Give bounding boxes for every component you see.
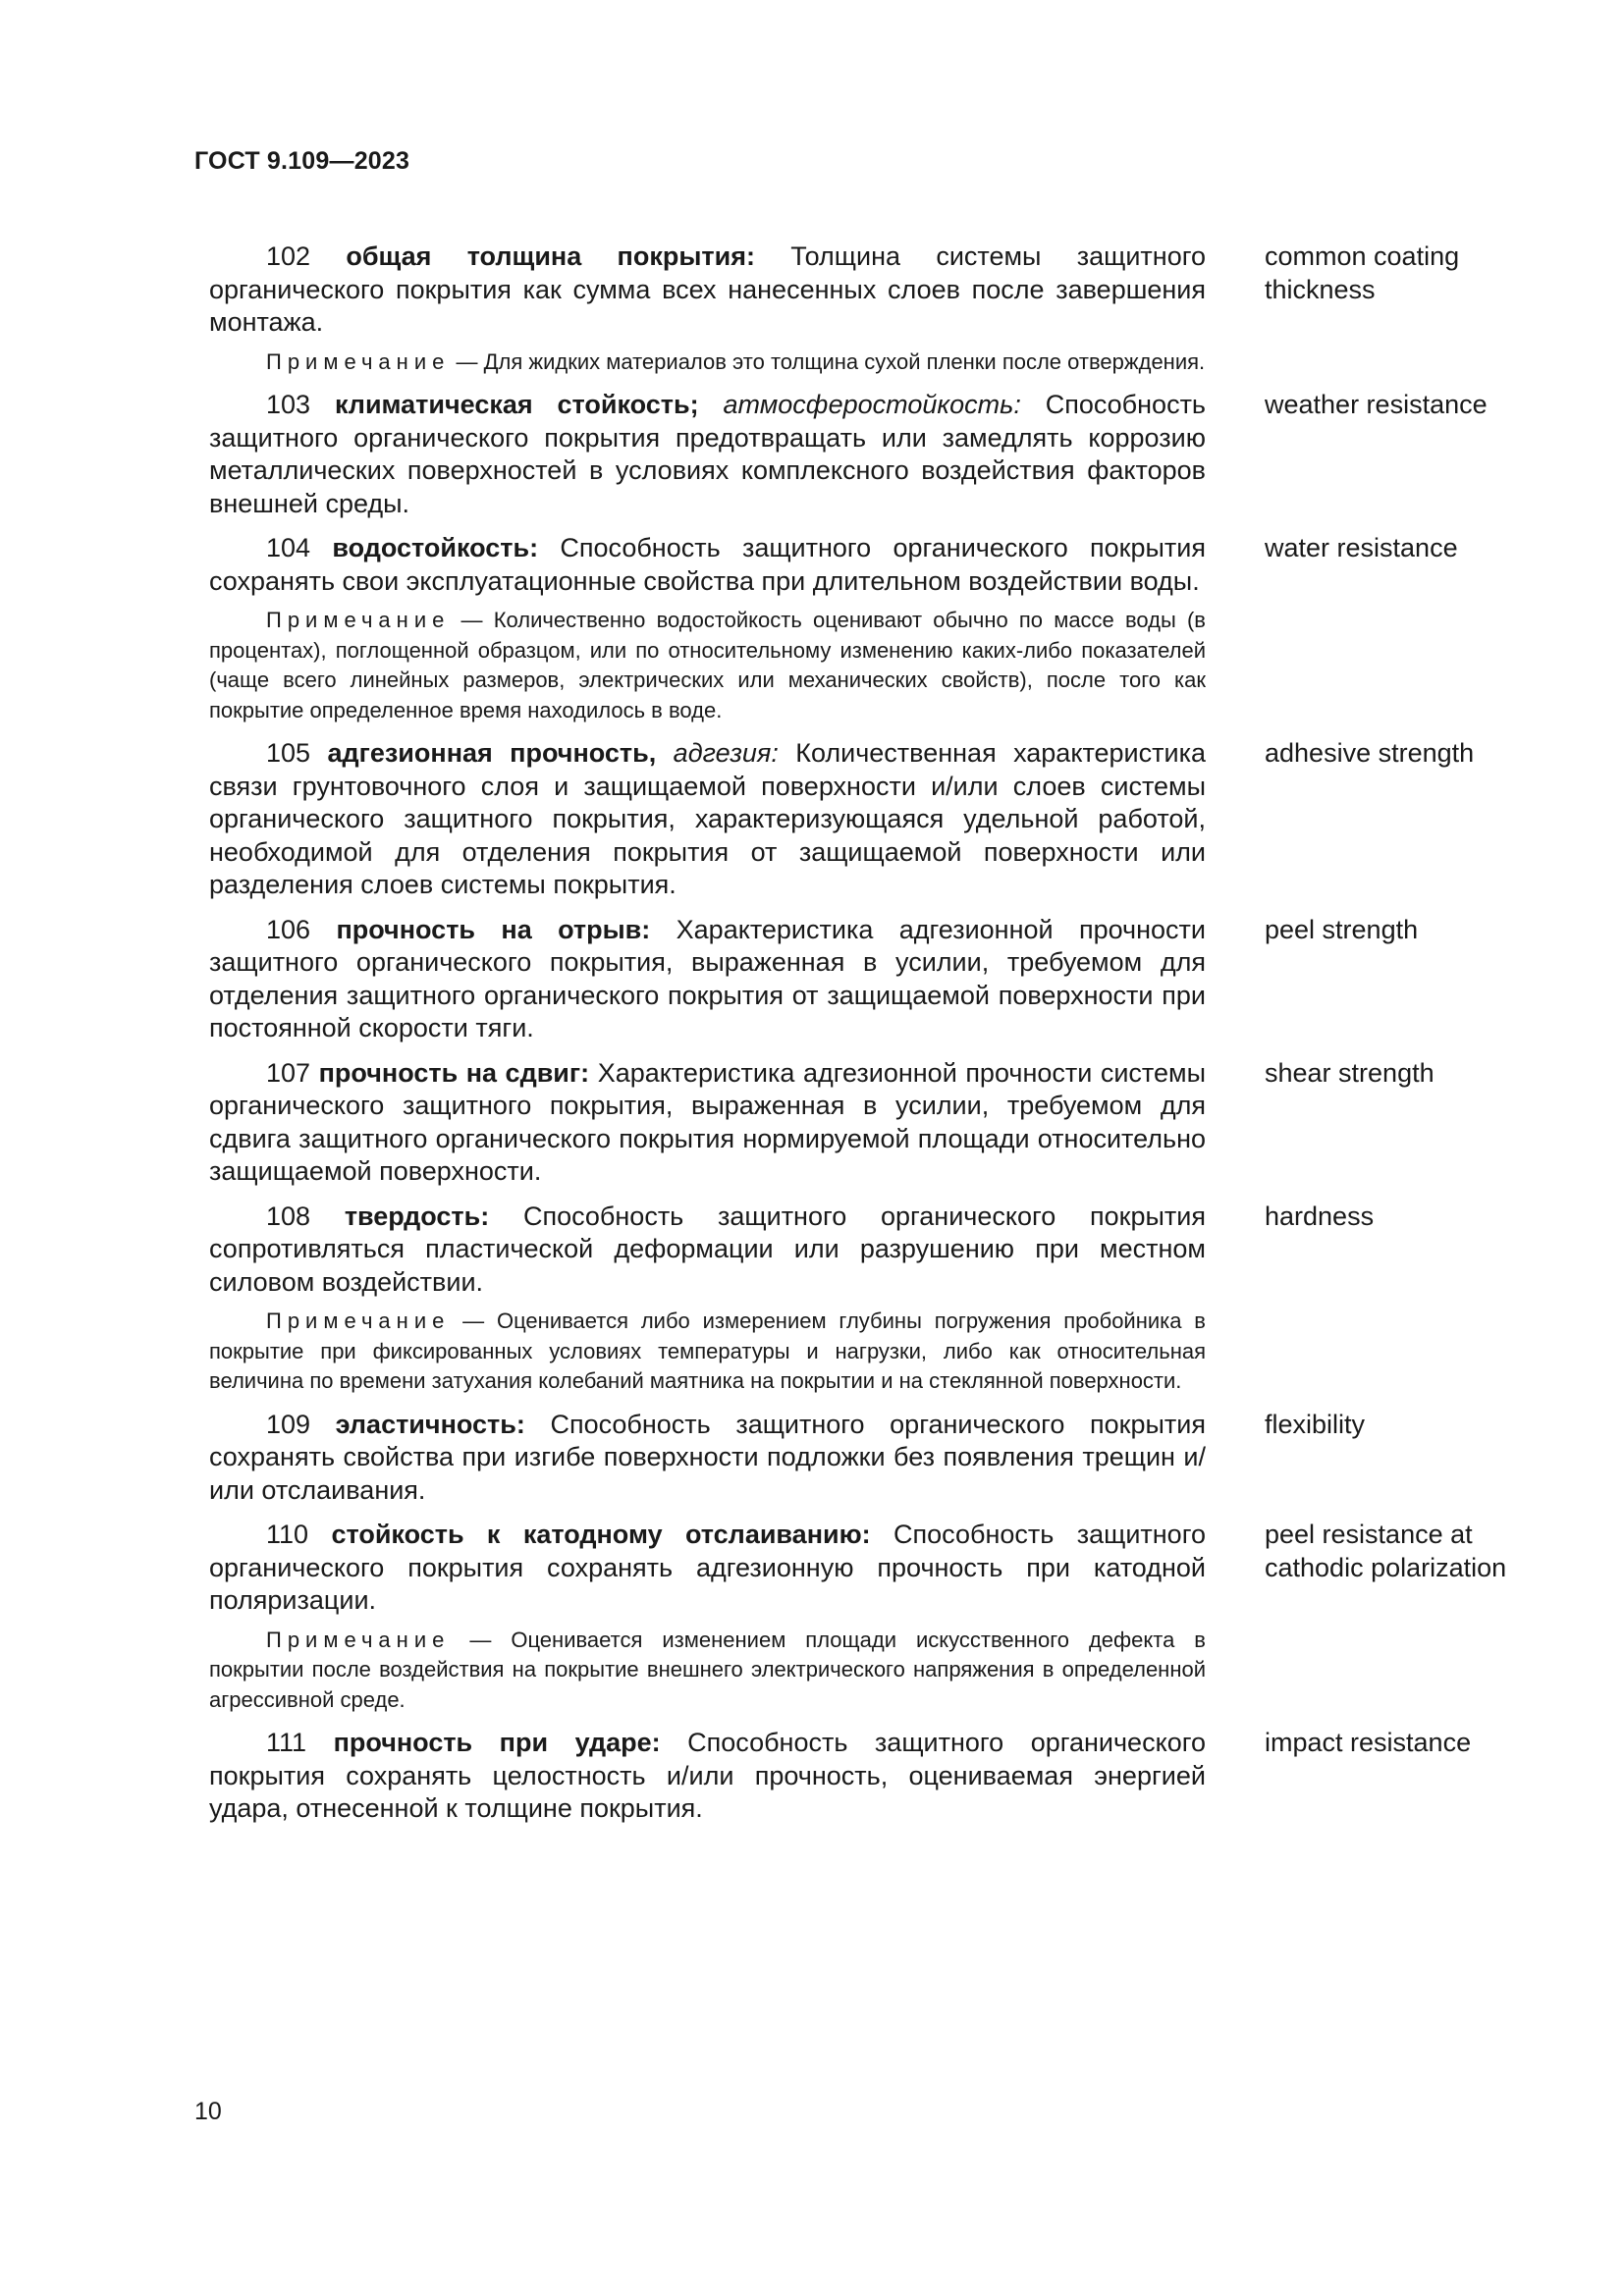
term-body xyxy=(209,914,1206,1045)
note-text: Оценивается либо измерением глубины погружения пробойника в покрытие при фиксированных условиях температуры и нагрузки, либо как относительная величина по времени затухания колебаний маятника на покрытии и на стеклянной поверхности. xyxy=(209,1308,1206,1393)
term-definition-paragraph xyxy=(209,914,1206,1045)
term-english: common coating thickness xyxy=(1265,241,1460,304)
note-dash: — xyxy=(460,608,483,632)
term-note xyxy=(209,1307,1206,1397)
term-number: 103 xyxy=(266,390,311,419)
term-definition: Способность защитного органического покрытия предотвращать или замедлять коррозию металлических поверхностей в условиях комплексного воздействия факторов внешней среды. xyxy=(209,390,1206,518)
note-text: Количественно водостойкость оценивают обычно по массе воды (в процентах), поглощенной образцом, или по относительному изменению каких-либо показателей (чаще всего линейных размеров, электрических или механических свойств), после того как покрытие определенное время находилось в воде. xyxy=(209,608,1206,722)
term-name: адгезионная прочность, xyxy=(327,738,657,768)
term-english: weather resistance xyxy=(1265,390,1488,419)
term-number: 110 xyxy=(266,1520,309,1549)
term-106 xyxy=(209,914,1515,1045)
term-103 xyxy=(209,389,1515,520)
term-definition-paragraph xyxy=(209,1519,1206,1618)
term-english: peel resistance at cathodic polarization xyxy=(1265,1520,1507,1582)
term-105 xyxy=(209,737,1515,902)
term-body xyxy=(209,532,1206,725)
note-text: Для жидких материалов это толщина сухой пленки после отверждения. xyxy=(483,348,1206,374)
term-109 xyxy=(209,1409,1515,1508)
term-body xyxy=(209,1409,1206,1508)
term-definition-paragraph xyxy=(209,1409,1206,1508)
term-number: 105 xyxy=(266,738,311,768)
note-dash: — xyxy=(456,348,478,374)
term-english: adhesive strength xyxy=(1265,738,1475,768)
term-note xyxy=(209,606,1206,725)
term-definition: Толщина системы защитного органического покрытия как сумма всех нанесенных слоев после завершения монтажа. xyxy=(209,241,1206,337)
term-definition: Способность защитного органического покрытия сохранять адгезионную прочность при катодной поляризации. xyxy=(209,1520,1206,1615)
term-number: 108 xyxy=(266,1201,311,1231)
term-definition-paragraph xyxy=(209,532,1206,598)
term-english: shear strength xyxy=(1265,1057,1435,1088)
terms-list xyxy=(209,240,1515,1826)
term-english: hardness xyxy=(1265,1201,1375,1231)
term-english: water resistance xyxy=(1265,533,1458,562)
term-english: flexibility xyxy=(1265,1409,1366,1439)
term-synonym: адгезия: xyxy=(673,738,779,768)
term-definition-paragraph xyxy=(209,1727,1206,1826)
term-body xyxy=(209,1727,1206,1826)
term-name: прочность на сдвиг: xyxy=(318,1057,590,1088)
term-number: 107 xyxy=(266,1057,311,1088)
term-number: 109 xyxy=(266,1409,311,1439)
note-label: Примечание xyxy=(266,1627,451,1652)
term-name: прочность при ударе: xyxy=(333,1728,661,1757)
term-110 xyxy=(209,1519,1515,1715)
term-name: эластичность: xyxy=(335,1409,525,1439)
page-number: 10 xyxy=(194,2098,222,2125)
term-number: 102 xyxy=(266,241,311,271)
term-definition-paragraph xyxy=(209,389,1206,520)
note-dash: — xyxy=(462,1308,485,1333)
term-note xyxy=(209,1626,1206,1716)
term-body xyxy=(209,737,1206,902)
term-108 xyxy=(209,1201,1515,1397)
term-body xyxy=(209,389,1206,520)
term-note xyxy=(209,347,1206,378)
term-name: стойкость к катодному отслаиванию: xyxy=(331,1520,871,1549)
term-number: 104 xyxy=(266,533,311,562)
term-definition-paragraph xyxy=(209,240,1206,340)
term-name: водостойкость: xyxy=(332,533,539,562)
term-104 xyxy=(209,532,1515,725)
term-number: 111 xyxy=(266,1728,307,1757)
document-header: ГОСТ 9.109—2023 xyxy=(194,147,410,175)
term-name: твердость: xyxy=(344,1201,490,1231)
term-synonym: атмосферостойкость: xyxy=(723,390,1021,419)
note-label: Примечание xyxy=(266,348,451,374)
term-english: peel strength xyxy=(1265,914,1419,944)
term-english: impact resistance xyxy=(1265,1728,1472,1757)
term-definition: Способность защитного органического покрытия сопротивляться пластической деформации или разрушению при местном силовом воздействии. xyxy=(209,1201,1206,1297)
term-body xyxy=(209,1519,1206,1715)
term-definition: Способность защитного органического покрытия сохранять целостность и/или прочность, оцениваемая энергией удара, отнесенной к толщине покрытия. xyxy=(209,1728,1206,1823)
term-body xyxy=(209,1057,1206,1189)
term-definition-paragraph xyxy=(209,1057,1206,1189)
note-dash: — xyxy=(469,1627,492,1652)
term-definition-paragraph xyxy=(209,737,1206,902)
term-number: 106 xyxy=(266,914,311,944)
term-107 xyxy=(209,1057,1515,1189)
term-definition: Способность защитного органического покрытия сохранять свойства при изгибе поверхности подложки без появления трещин и/или отслаивания. xyxy=(209,1409,1206,1505)
term-body xyxy=(209,240,1206,377)
term-definition: Характеристика адгезионной прочности защитного органического покрытия, выраженная в усилии, требуемом для отделения защитного органического покрытия от защищаемой поверхности при постоянной скорости тяги. xyxy=(209,914,1206,1042)
note-label: Примечание xyxy=(266,1308,451,1333)
term-body xyxy=(209,1201,1206,1397)
term-definition: Количественная характеристика связи грунтовочного слоя и защищаемой поверхности и/или слоев системы органического защитного покрытия, характеризующаяся удельной работой, необходимой для отделения покрытия от защищаемой поверхности или разделения слоев системы покрытия. xyxy=(209,738,1206,899)
term-name: прочность на отрыв: xyxy=(336,914,651,944)
term-definition-paragraph xyxy=(209,1201,1206,1300)
term-102 xyxy=(209,240,1515,377)
term-definition: Характеристика адгезионной прочности системы органического защитного покрытия, выраженная в усилии, требуемом для сдвига защитного органического покрытия нормируемой площади относительно защищаемой поверхности. xyxy=(209,1057,1206,1186)
term-name: климатическая стойкость; xyxy=(334,390,699,419)
term-111 xyxy=(209,1727,1515,1826)
note-text: Оценивается изменением площади искусственного дефекта в покрытии после воздействия на покрытие внешнего электрического напряжения в определенной агрессивной среде. xyxy=(209,1627,1206,1712)
term-definition: Способность защитного органического покрытия сохранять свои эксплуатационные свойства при длительном воздействии воды. xyxy=(209,533,1206,596)
note-label: Примечание xyxy=(266,608,451,632)
term-name: общая толщина покрытия: xyxy=(346,241,755,271)
